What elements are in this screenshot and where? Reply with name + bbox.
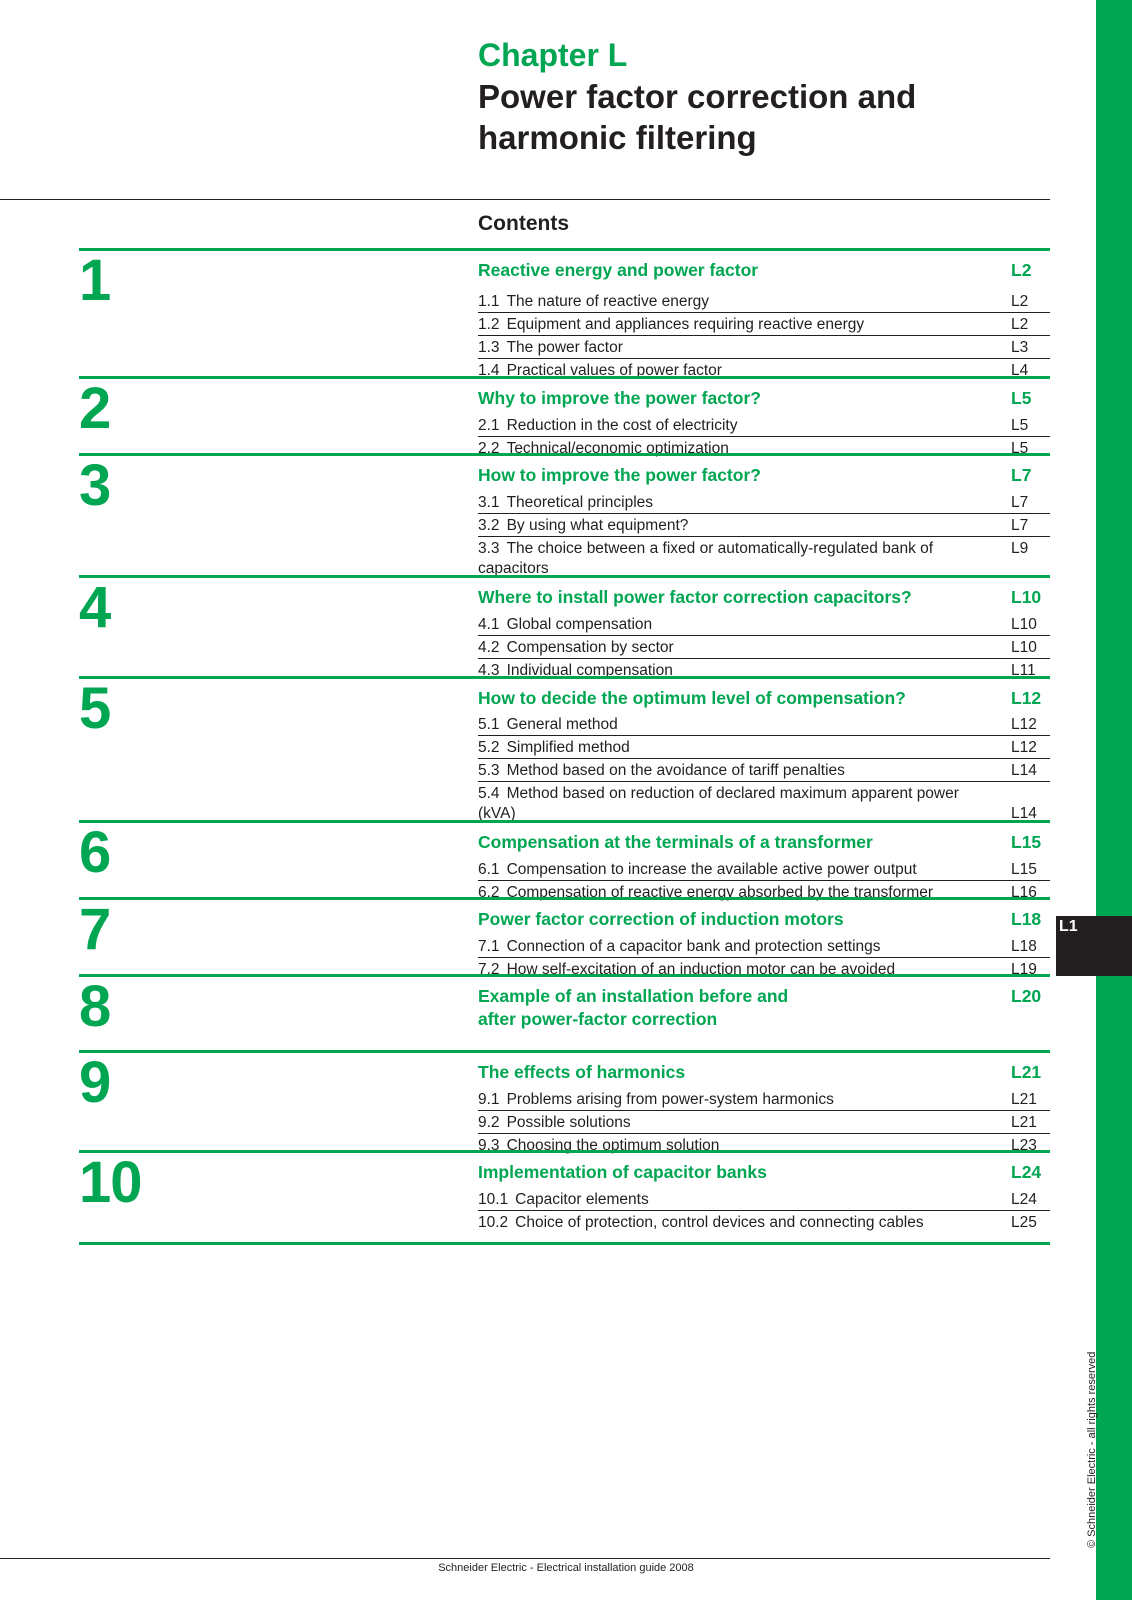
section-title[interactable]: How to decide the optimum level of compensation? [478,688,906,708]
chapter-title-line1: Power factor correction and [478,78,917,115]
section-number: 3 [79,453,111,518]
section-title[interactable] [478,985,998,1031]
section-number: 9 [79,1050,111,1115]
toc-item[interactable]: 4.3 Individual compensation L11 [478,662,1036,679]
toc-item[interactable]: 1.1 The nature of reactive energy L2 [478,292,1050,313]
section-number: 1 [79,248,111,313]
copyright-notice: © Schneider Electric - all rights reserved [1086,1351,1098,1548]
section-title-line2: after power-factor correction [478,1009,718,1029]
section-page[interactable]: L20 [1011,986,1042,1006]
toc-section-2 [79,376,1050,456]
header-divider [0,199,1050,200]
section-title[interactable]: Reactive energy and power factor [478,260,759,280]
toc-section-4 [79,575,1050,680]
section-title[interactable]: Compensation at the terminals of a transformer [478,832,873,852]
section-number: 7 [79,897,111,962]
toc-item[interactable]: 1.2 Equipment and appliances requiring reactive energy L2 [478,315,1050,336]
toc-item[interactable]: 2.2 Technical/economic optimization L5 [478,440,1029,457]
section-number: 4 [79,575,111,640]
toc-item[interactable]: 6.1 Compensation to increase the available active power output L15 [478,860,1050,881]
chapter-header [478,34,1078,158]
section-number: 10 [79,1150,142,1215]
toc-section-5 [79,676,1050,824]
section-page[interactable]: L21 [1011,1062,1042,1082]
section-page[interactable]: L18 [1011,909,1042,929]
section-number: 8 [79,974,111,1039]
toc-item[interactable]: 5.1 General method L12 [478,715,1050,736]
section-page[interactable]: L12 [1011,688,1042,708]
toc-item[interactable]: 7.2 How self-excitation of an induction motor can be avoided L19 [478,961,1037,978]
toc-item[interactable]: 9.2 Possible solutions L21 [478,1113,1050,1134]
toc-item[interactable]: 9.3 Choosing the optimum solution L23 [478,1137,1037,1154]
section-title[interactable]: Why to improve the power factor? [478,388,761,408]
contents-heading: Contents [478,212,569,235]
toc-section-8 [79,974,1050,1054]
page-number-tab [1056,916,1132,976]
toc-item[interactable]: 1.4 Practical values of power factor L4 [478,362,1029,379]
section-title-line1: Example of an installation before and [478,986,789,1006]
toc-item[interactable]: 5.2 Simplified method L12 [478,738,1050,759]
footer-text: Schneider Electric - Electrical installation guide 2008 [438,1562,694,1574]
section-page[interactable]: L10 [1011,587,1042,607]
toc-item[interactable]: 5.4 Method based on reduction of declared maximum apparent power (kVA) L14 [478,785,1037,822]
side-color-bar [1096,0,1132,1600]
section-page[interactable]: L7 [1011,465,1032,485]
footer-divider [0,1558,1050,1559]
section-title[interactable]: How to improve the power factor? [478,465,761,485]
toc-item[interactable]: 6.2 Compensation of reactive energy absorbed by the transformer L16 [478,884,1037,901]
toc-section-6 [79,820,1050,900]
toc-item[interactable]: 7.1 Connection of a capacitor bank and protection settings L18 [478,937,1050,958]
section-number: 2 [79,376,111,441]
section-page[interactable]: L5 [1011,388,1032,408]
toc-item[interactable]: 4.1 Global compensation L10 [478,615,1050,636]
section-page[interactable]: L2 [1011,260,1032,280]
toc-item[interactable]: 9.1 Problems arising from power-system harmonics L21 [478,1090,1050,1111]
toc-item[interactable]: 3.3 The choice between a fixed or automatically-regulated bank of capacitors L9 [478,540,1029,577]
toc-section-10 [79,1150,1050,1245]
page-number: L1 [1059,918,1078,935]
section-number: 5 [79,676,111,741]
toc-item[interactable]: 3.1 Theoretical principles L7 [478,493,1050,514]
toc-item[interactable]: 10.2 Choice of protection, control devices and connecting cables L25 [478,1214,1037,1231]
toc-section-9 [79,1050,1050,1153]
toc-item[interactable]: 10.1 Capacitor elements L24 [478,1190,1050,1211]
toc-item[interactable]: 2.1 Reduction in the cost of electricity L5 [478,416,1050,437]
section-number: 6 [79,820,111,885]
section-title[interactable]: Where to install power factor correction capacitors? [478,587,912,607]
chapter-label: Chapter L [478,37,628,73]
toc-item[interactable]: 5.3 Method based on the avoidance of tariff penalties L14 [478,761,1050,782]
toc-section-1 [79,248,1050,378]
toc-section-3 [79,453,1050,578]
section-page[interactable]: L24 [1011,1162,1042,1182]
toc-section-7 [79,897,1050,977]
section-page[interactable]: L15 [1011,832,1042,852]
chapter-title-line2: harmonic filtering [478,119,757,156]
toc-item[interactable]: 4.2 Compensation by sector L10 [478,638,1050,659]
section-title[interactable]: The effects of harmonics [478,1062,686,1082]
toc-item[interactable]: 1.3 The power factor L3 [478,338,1050,359]
section-title[interactable]: Power factor correction of induction motors [478,909,844,929]
section-title[interactable]: Implementation of capacitor banks [478,1162,767,1182]
toc-item[interactable]: 3.2 By using what equipment? L7 [478,516,1050,537]
